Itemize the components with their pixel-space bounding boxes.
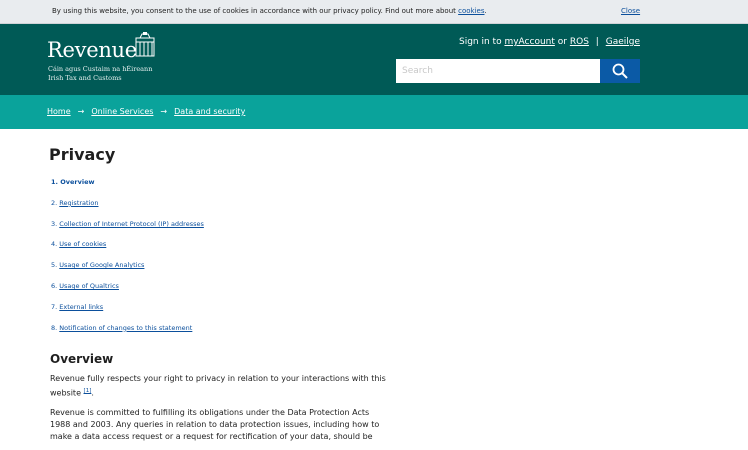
site-header	[0, 24, 748, 95]
toc-item-notification: 8. Notification of changes to this statement	[51, 323, 193, 332]
section-heading-overview: Overview	[50, 352, 114, 366]
toc-link-cookies[interactable]: Use of cookies	[59, 240, 107, 249]
arrow-right-icon: →	[77, 107, 85, 116]
logo-irish-tagline: Cáin agus Custaim na hÉireann	[48, 65, 153, 73]
toc-item-google-analytics: 5. Usage of Google Analytics	[51, 261, 145, 270]
gaeilge-link[interactable]: Gaeilge	[605, 37, 640, 47]
ros-link[interactable]: ROS	[569, 37, 589, 47]
toc-item-overview[interactable]: 1. Overview	[51, 178, 95, 186]
cookie-close-button[interactable]: Close	[621, 7, 641, 15]
cookie-banner	[0, 0, 748, 24]
logo-wordmark[interactable]: Revenue	[47, 38, 137, 62]
arrow-right-icon: →	[160, 107, 168, 116]
signin-prefix: Sign in to	[458, 37, 502, 47]
search-button[interactable]	[600, 59, 640, 83]
cookie-banner-text: By using this website, you consent to the use of cookies in accordance with our privacy policy. Find out more about cookies.	[52, 7, 487, 15]
cookies-link[interactable]: cookies	[458, 7, 485, 15]
overview-text-1: Revenue fully respects your right to privacy in relation to your interactions with this website	[50, 374, 386, 398]
page-title: Privacy	[49, 145, 116, 164]
overview-paragraph-1	[50, 373, 390, 400]
myaccount-link[interactable]: myAccount	[504, 37, 555, 47]
toc-item-cookies: 4. Use of cookies	[51, 240, 107, 249]
toc-link-notification[interactable]: Notification of changes to this statement	[59, 323, 193, 332]
logo-english-tagline: Irish Tax and Customs	[48, 74, 122, 82]
toc-link-external-links[interactable]: External links	[59, 302, 104, 311]
signin-or: or	[557, 37, 567, 47]
breadcrumb-data-security[interactable]: Data and security	[174, 107, 246, 116]
breadcrumb-online-services[interactable]: Online Services	[91, 107, 154, 116]
signin-divider: |	[595, 37, 599, 47]
signin-links	[459, 37, 640, 47]
search-icon	[612, 63, 628, 79]
toc-link-google-analytics[interactable]: Usage of Google Analytics	[59, 261, 145, 270]
toc-item-external-links: 7. External links	[51, 302, 104, 311]
toc-item-registration: 2. Registration	[51, 198, 99, 207]
toc-link-ip-addresses[interactable]: Collection of Internet Protocol (IP) addresses	[59, 219, 204, 228]
footnote-link[interactable]: [1]	[83, 388, 92, 394]
breadcrumb-home[interactable]: Home	[47, 107, 71, 116]
toc-item-qualtrics: 6. Usage of Qualtrics	[51, 281, 119, 290]
toc-link-qualtrics[interactable]: Usage of Qualtrics	[59, 281, 119, 290]
overview-text-1-end: .	[91, 388, 94, 398]
search-input[interactable]	[396, 59, 600, 83]
cookie-message: By using this website, you consent to the use of cookies in accordance with our privacy policy. Find out more about	[52, 7, 459, 15]
breadcrumb	[47, 107, 245, 116]
breadcrumb-bar	[0, 95, 748, 129]
table-of-contents	[51, 178, 204, 344]
harp-icon	[133, 32, 157, 58]
toc-item-ip-addresses: 3. Collection of Internet Protocol (IP) addresses	[51, 219, 204, 228]
toc-link-registration[interactable]: Registration	[59, 198, 99, 207]
overview-paragraph-2: Revenue is committed to fulfilling its obligations under the Data Protection Acts 1988 and 2003. Any queries in relation to data protection issues, including how to make a data access request or a request for rectification of your data, should be	[50, 408, 380, 441]
